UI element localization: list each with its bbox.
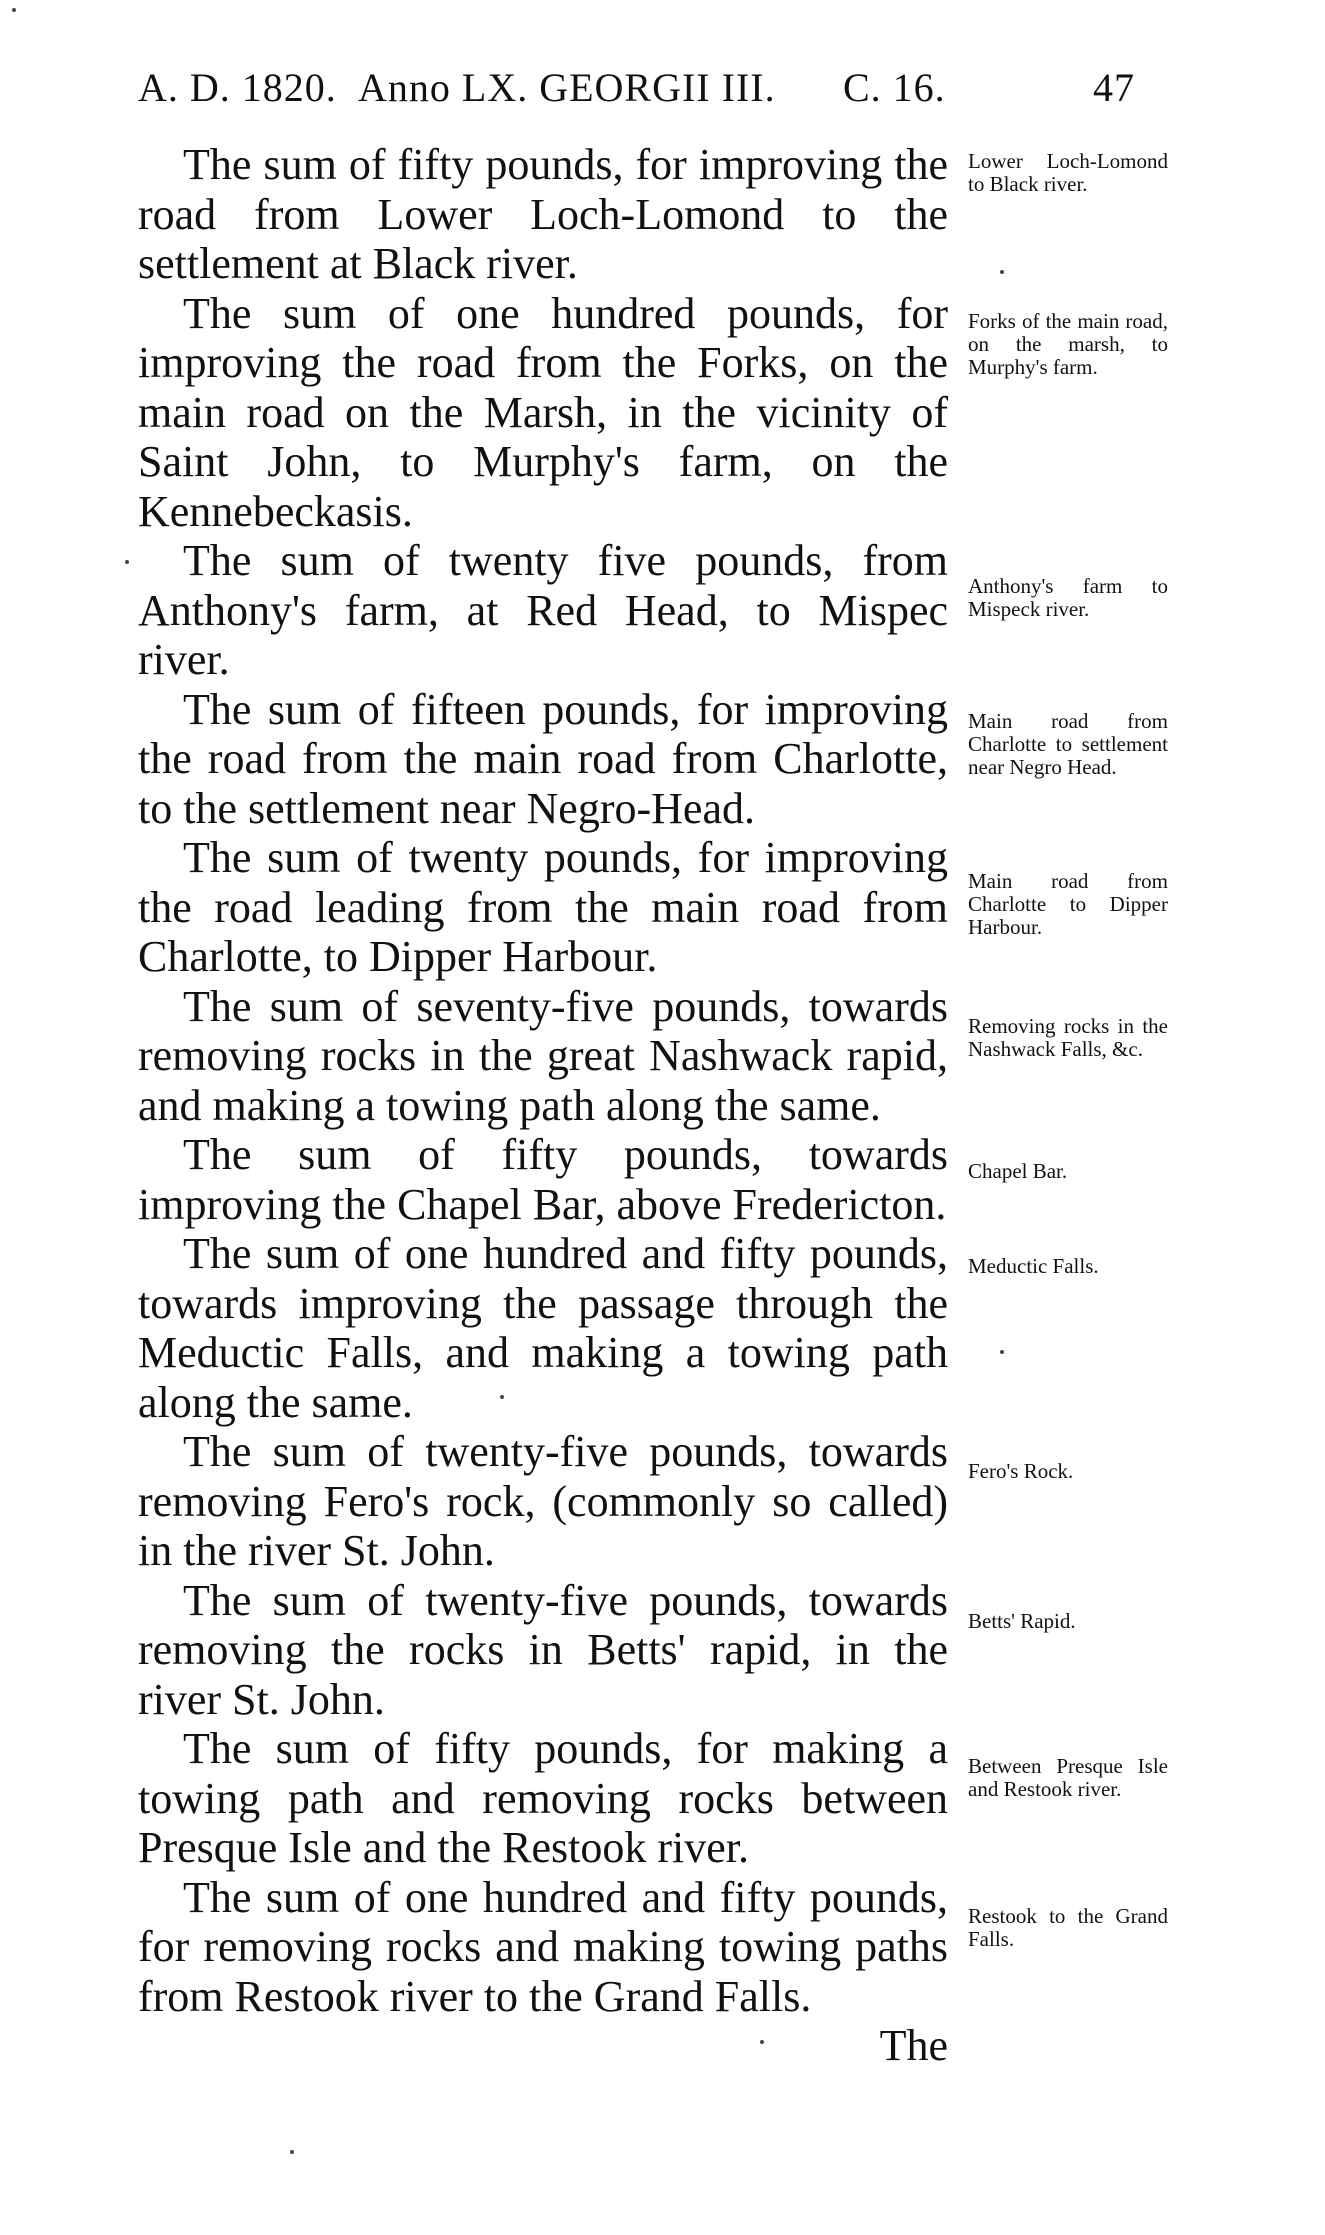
margin-note-restook-grand-falls: Restook to the Grand Falls. <box>968 1904 1168 1951</box>
header-chapter: C. 16. <box>843 65 946 110</box>
print-speck <box>760 2040 764 2044</box>
margin-note-betts-rapid: Betts' Rapid. <box>968 1609 1076 1633</box>
main-text-column <box>138 140 948 2071</box>
paragraph-lower-loch-lomond: The sum of fifty pounds, for improving the road from Lower Loch-Lomond to the settlement at Black river. <box>138 140 948 288</box>
paragraph-nashwack-rapid: The sum of seventy-five pounds, towards removing rocks in the great Nashwack rapid, and making a towing path along the same. <box>138 981 948 1130</box>
paragraph-presque-isle: The sum of fifty pounds, for making a towing path and removing rocks between Presque Isle and the Restook river. <box>138 1724 948 1872</box>
print-speck <box>1000 1350 1004 1354</box>
margin-note-anthonys-farm: Anthony's farm to Mispeck river. <box>968 574 1168 621</box>
print-speck <box>290 2150 294 2154</box>
paragraph-meductic-falls: The sum of one hundred and fifty pounds, towards improving the passage through the Meductic Falls, and making a towing path along the same. <box>138 1229 948 1427</box>
paragraph-forks-murphys-farm: The sum of one hundred pounds, for improving the road from the Forks, on the main road on the Marsh, in the vicinity of Saint John, to Murphy's farm, on the Kennebeckasis. <box>138 288 948 536</box>
paragraph-restook-grand-falls: The sum of one hundred and fifty pounds, for removing rocks and making towing paths from Restook river to the Grand Falls. <box>138 1872 948 2021</box>
print-speck <box>1000 270 1004 274</box>
header-title: Anno LX. GEORGII III. <box>358 65 776 110</box>
margin-note-chapel-bar: Chapel Bar. <box>968 1159 1068 1183</box>
margin-note-feros-rock: Fero's Rock. <box>968 1459 1074 1483</box>
paragraph-anthonys-farm: The sum of twenty five pounds, from Anthony's farm, at Red Head, to Mispec river. <box>138 536 948 684</box>
paragraph-negro-head: The sum of fifteen pounds, for improving the road from the main road from Charlotte, to the settlement near Negro-Head. <box>138 684 948 833</box>
paragraph-dipper-harbour: The sum of twenty pounds, for improving the road leading from the main road from Charlotte, to Dipper Harbour. <box>138 833 948 981</box>
page-number: 47 <box>1093 65 1135 110</box>
running-header <box>138 52 1158 122</box>
paragraph-chapel-bar: The sum of fifty pounds, towards improving the Chapel Bar, above Fredericton. <box>138 1130 948 1229</box>
paragraph-feros-rock: The sum of twenty-five pounds, towards removing Fero's rock, (commonly so called) in the river St. John. <box>138 1427 948 1575</box>
margin-note-lower-loch-lomond: Lower Loch-Lomond to Black river. <box>968 149 1168 196</box>
print-speck <box>12 8 16 12</box>
catchword: The <box>879 2021 948 2070</box>
margin-note-presque-isle: Between Presque Isle and Restook river. <box>968 1754 1168 1801</box>
margin-note-dipper-harbour: Main road from Charlotte to Dipper Harbour. <box>968 869 1168 939</box>
margin-note-forks-murphy: Forks of the main road, on the marsh, to Murphy's farm. <box>968 309 1168 379</box>
header-year: A. D. 1820. <box>138 65 337 110</box>
margin-note-meductic-falls: Meductic Falls. <box>968 1254 1099 1278</box>
paragraph-betts-rapid: The sum of twenty-five pounds, towards removing the rocks in Betts' rapid, in the river St. John. <box>138 1575 948 1724</box>
print-speck <box>500 1395 504 1399</box>
margin-note-nashwack: Removing rocks in the Nashwack Falls, &c. <box>968 1014 1168 1061</box>
margin-note-negro-head: Main road from Charlotte to settlement near Negro Head. <box>968 709 1168 779</box>
print-speck <box>125 560 129 564</box>
